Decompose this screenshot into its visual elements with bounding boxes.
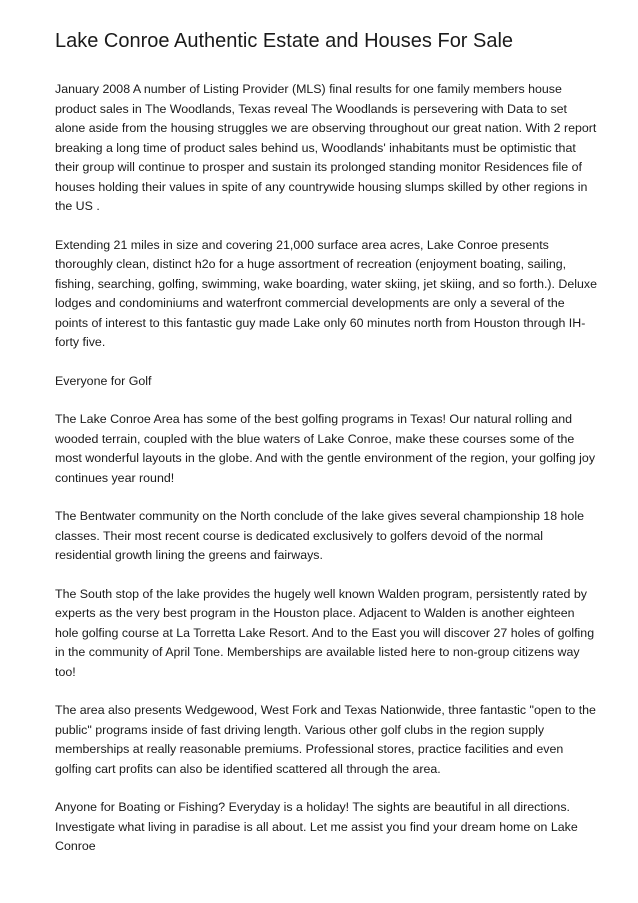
paragraph-walden: The South stop of the lake provides the hugely well known Walden program, persistently rated by experts as the very best program in the Houston place. Adjacent to Walden is another eighteen hole golfing course at La Torretta Lake Resort. And to the East you will discover 27 holes of golfing in the community of April Tone. Memberships are available listed here to non-group citizens way too! bbox=[55, 586, 595, 679]
paragraph-bentwater: The Bentwater community on the North conclude of the lake gives several championship 18 hole classes. Their most recent course is dedicated exclusively to golfers devoid of the normal residential growth lining the greens and fairways. bbox=[55, 509, 584, 562]
paragraph-boating-fishing: Anyone for Boating or Fishing? Everyday is a holiday! The sights are beautiful in all directions. Investigate what living in paradise is all about. Let me assist you find your dream home on Lake Conroe bbox=[55, 800, 578, 853]
paragraph-golf-heading: Everyone for Golf bbox=[55, 373, 152, 388]
paragraph-lake-overview: Extending 21 miles in size and covering 21,000 surface area acres, Lake Conroe presents thoroughly clean, distinct h2o for a huge assortment of recreation (enjoyment boating, sailing, fishing, searching, golfing, swimming, wake boarding, water skiing, jet skiing, and so forth.). Deluxe lodges and condominiums and waterfront commercial developments are only a several of the points of interest to this fantastic guy made Lake only 60 minutes north from Houston through IH-forty five. bbox=[55, 237, 598, 349]
paragraph-golf-programs: The Lake Conroe Area has some of the best golfing programs in Texas! Our natural rolling and wooded terrain, coupled with the blue waters of Lake Conroe, make these courses some of the most wonderful layouts in the globe. And with the gentle environment of the region, your golfing joy continues year round! bbox=[55, 412, 596, 485]
page-title: Lake Conroe Authentic Estate and Houses For Sale bbox=[55, 30, 514, 52]
paragraph-public-courses: The area also presents Wedgewood, West Fork and Texas Nationwide, three fantastic "open to the public" programs inside of fast driving length. Various other golf clubs in the region supply memberships at really reasonable premiums. Professional stores, practice facilities and even golfing cart profits can also be identified scattered all through the area. bbox=[55, 703, 596, 776]
paragraph-market-intro: January 2008 A number of Listing Provider (MLS) final results for one family members house product sales in The Woodlands, Texas reveal The Woodlands is persevering with Data to set alone aside from the housing struggles we are observing throughout our great nation. With 2 report breaking a long time of product sales behind us, Woodlands' inhabitants must be optimistic that their group will continue to prosper and sustain its prolonged standing monitor Residences file of houses holding their values in spite of any countrywide housing slumps skilled by other regions in the US . bbox=[55, 82, 597, 213]
